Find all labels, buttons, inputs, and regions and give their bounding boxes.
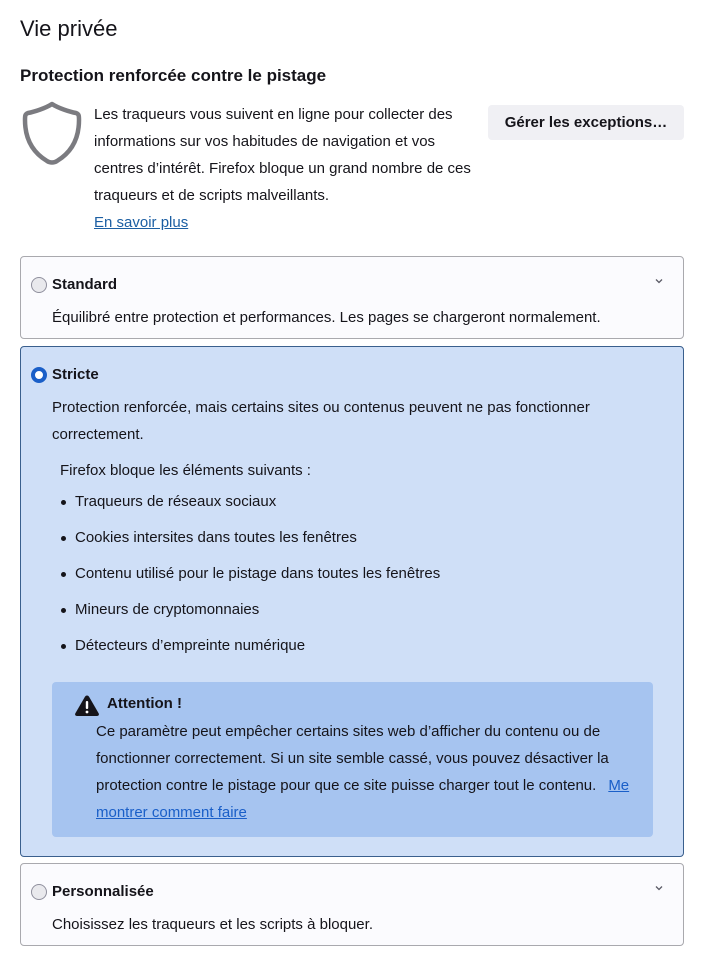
list-item: Traqueurs de réseaux sociaux [61,488,440,524]
option-standard-card[interactable] [20,256,684,339]
blocks-title: Firefox bloque les éléments suivants : [60,462,311,479]
learn-more-link[interactable]: En savoir plus [94,214,189,231]
manage-exceptions-button[interactable]: Gérer les exceptions… [488,105,684,140]
warning-box [52,682,653,837]
list-item: Mineurs de cryptomonnaies [61,596,440,632]
custom-radio[interactable] [31,884,47,900]
list-item: Contenu utilisé pour le pistage dans toutes les fenêtres [61,560,440,596]
warning-title: Attention ! [107,695,182,712]
warning-text [96,718,636,826]
warning-icon [74,694,100,717]
standard-radio[interactable] [31,277,47,293]
chevron-down-icon[interactable] [653,882,665,894]
chevron-down-icon[interactable] [653,275,665,287]
strict-description: Protection renforcée, mais certains sites ou contenus peuvent ne pas fonctionner correctement. [52,399,590,443]
custom-description: Choisissez les traqueurs et les scripts à bloquer. [52,916,373,933]
section-title: Protection renforcée contre le pistage [20,66,327,85]
warning-body: Ce paramètre peut empêcher certains sites web d’afficher du contenu ou de fonctionner correctement. Si un site semble cassé, vous pouvez désactiver la protection contre le pistage pour que ce site puisse charger tout le contenu. [96,723,609,794]
list-item: Détecteurs d’empreinte numérique [61,632,440,668]
strict-label: Stricte [52,366,99,383]
custom-label: Personnalisée [52,883,154,900]
option-custom-card[interactable] [20,863,684,946]
standard-description: Équilibré entre protection et performances. Les pages se chargeront normalement. [52,309,601,326]
shield-icon [22,100,82,166]
standard-label: Standard [52,276,118,293]
show-me-how-link[interactable]: Me montrer comment faire [96,777,630,821]
blocked-items-list [61,488,440,668]
strict-radio[interactable] [31,367,47,383]
page-title: Vie privée [20,16,118,41]
option-strict-card[interactable] [20,346,684,857]
etp-description: Les traqueurs vous suivent en ligne pour collecter des informations sur vos habitudes de navigation et vos centres d’intérêt. Firefox bloque un grand nombre de ces traqueurs et de scripts malveillants. [94,106,471,204]
list-item: Cookies intersites dans toutes les fenêtres [61,524,440,560]
